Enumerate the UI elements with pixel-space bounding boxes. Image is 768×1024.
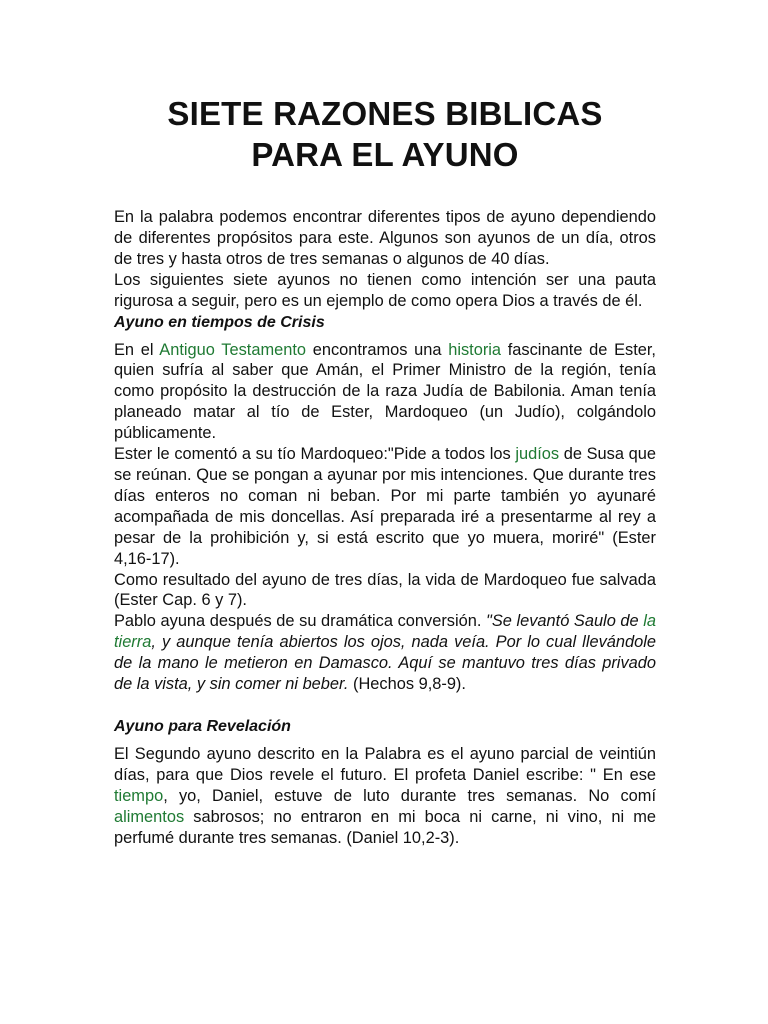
text-segment: de Susa que se reúnan. Que se pongan a ayunar por mis intenciones. Que durante tres días enteros no coman ni beban. Por mi parte también yo ayunaré acompañada de mis doncellas. Así preparada iré a presentarme al rey a pesar de la prohibición y, si está escrito que yo muera, moriré" (Ester 4,16-17). xyxy=(114,445,656,568)
text-segment: (Hechos 9,8-9). xyxy=(348,675,466,694)
text-segment: Ester le comentó a su tío Mardoqueo:"Pide a todos los xyxy=(114,445,516,464)
intro-paragraph-1: En la palabra podemos encontrar diferentes tipos de ayuno dependiendo de diferentes propósitos para este. Algunos son ayunos de un día, otros de tres y hasta otros de tres semanas o algunos de 40 días. xyxy=(114,208,656,268)
link-historia[interactable]: historia xyxy=(448,340,502,359)
text-segment: encontramos una xyxy=(306,340,449,359)
link-judios[interactable]: judíos xyxy=(515,445,560,464)
document-body xyxy=(114,207,656,848)
text-segment: , yo, Daniel, estuve de luto durante tres semanas. No comí xyxy=(163,786,656,805)
quote-segment: "Se levantó Saulo de xyxy=(486,612,644,631)
text-segment: En el xyxy=(114,340,160,359)
text-segment: Pablo ayuna después de su dramática conversión. xyxy=(114,612,486,631)
link-alimentos[interactable]: alimentos xyxy=(114,807,185,826)
link-la-tierra[interactable]: la tierra xyxy=(114,612,656,652)
link-antiguo-testamento[interactable]: Antiguo Testamento xyxy=(159,340,307,359)
crisis-paragraph-3: Como resultado del ayuno de tres días, la vida de Mardoqueo fue salvada (Ester Cap. 6 y 7). xyxy=(114,570,656,610)
crisis-paragraph-4 xyxy=(114,611,656,695)
section-heading-crisis: Ayuno en tiempos de Crisis xyxy=(114,313,325,331)
quote-segment: , y aunque tenía abiertos los ojos, nada veía. Por lo cual llevándole de la mano le metieron en Damasco. Aquí se mantuvo tres días privado de la vista, y sin comer ni beber. xyxy=(114,633,656,694)
document-title xyxy=(104,93,666,175)
crisis-paragraph-2 xyxy=(114,444,656,569)
text-segment: El Segundo ayuno descrito en la Palabra es el ayuno parcial de veintiún días, para que Dios revele el futuro. El profeta Daniel escribe: " En ese xyxy=(114,744,656,784)
link-tiempo[interactable]: tiempo xyxy=(114,786,164,805)
title-line-1: SIETE RAZONES BIBLICAS xyxy=(167,95,603,132)
text-segment: fascinante de Ester, quien sufría al saber que Amán, el Primer Ministro de la región, tenía como propósito la destrucción de la raza Judía de Babilonia. Aman tenía planeado matar al tío de Ester, Mardoqueo (un Judío), colgándolo públicamente. xyxy=(114,340,656,443)
text-segment: sabrosos; no entraron en mi boca ni carne, ni vino, ni me perfumé durante tres semanas. (Daniel 10,2-3). xyxy=(114,807,656,847)
title-line-2: PARA EL AYUNO xyxy=(251,136,519,173)
revelacion-paragraph-1 xyxy=(114,744,656,849)
intro-paragraph-2: Los siguientes siete ayunos no tienen como intención ser una pauta rigurosa a seguir, pero es un ejemplo de como opera Dios a través de él. xyxy=(114,270,656,310)
section-heading-revelacion: Ayuno para Revelación xyxy=(114,717,291,735)
crisis-paragraph-1 xyxy=(114,340,656,445)
